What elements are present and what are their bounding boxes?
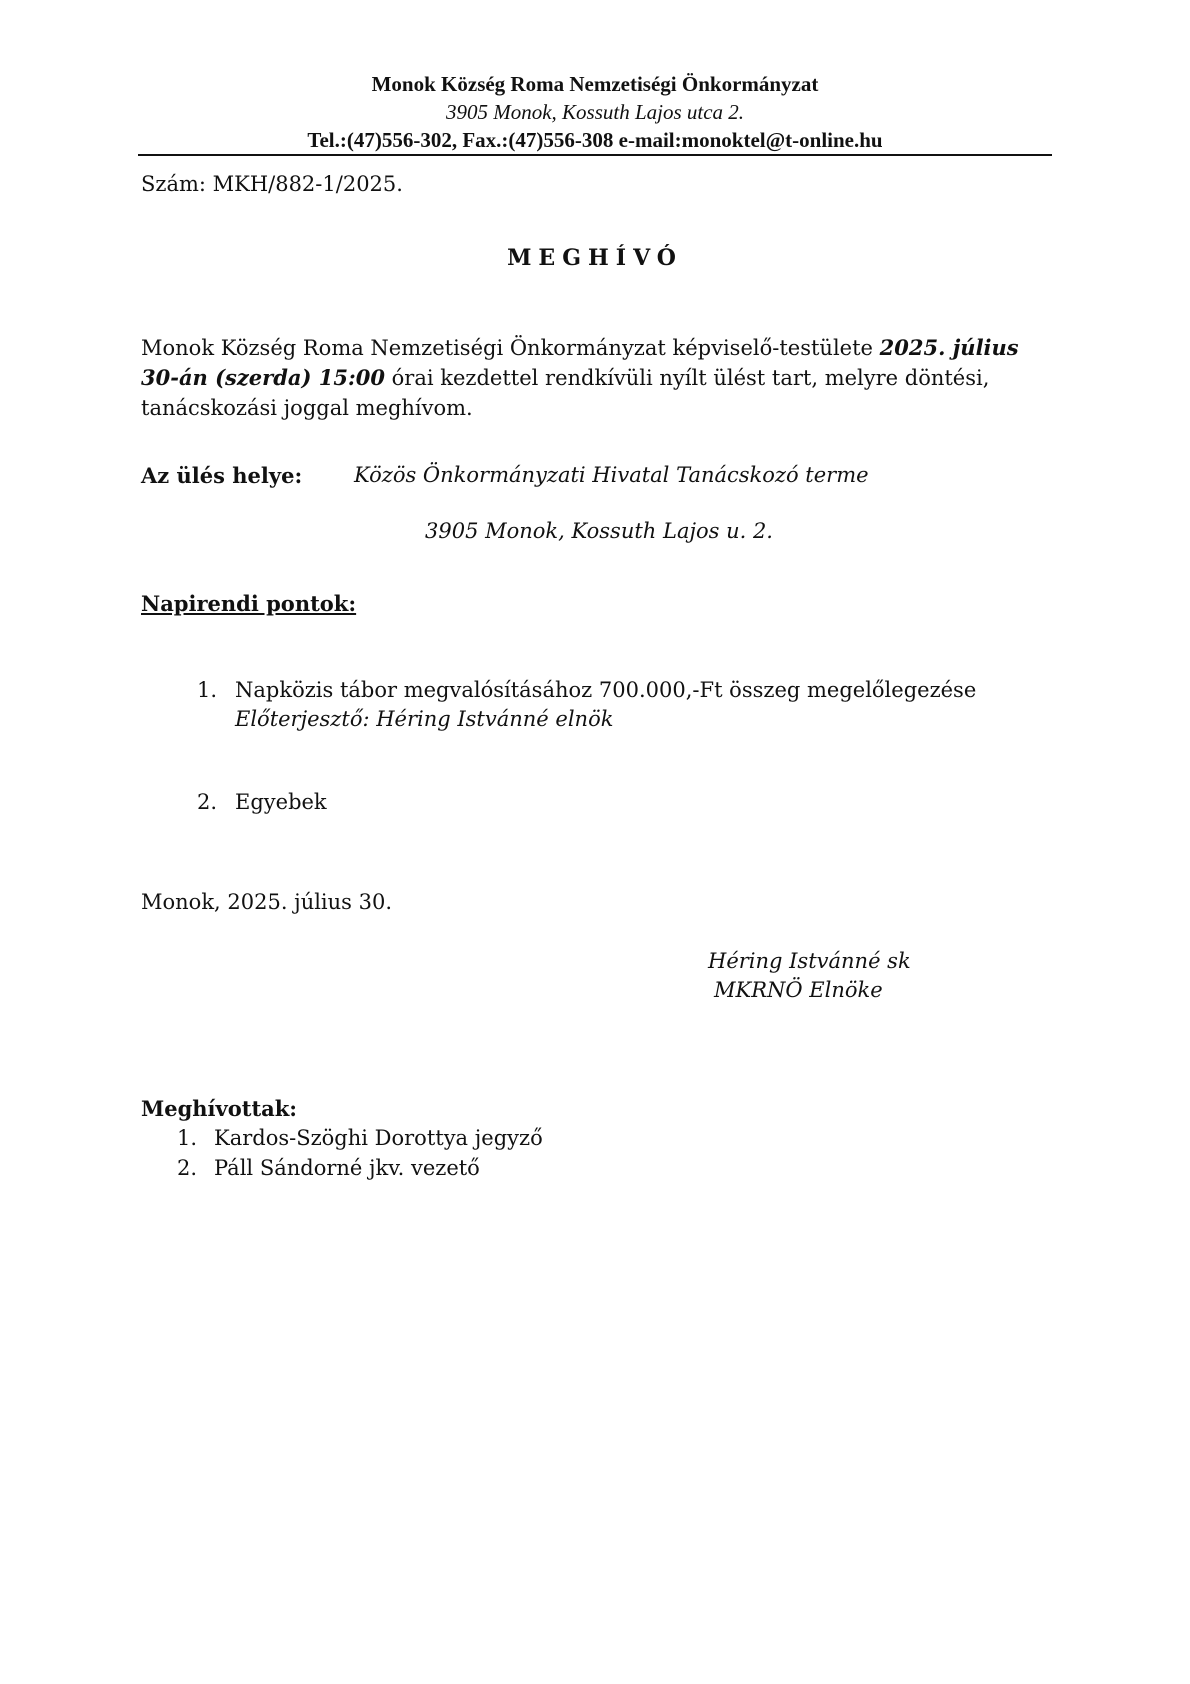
agenda-item-text: Egyebek (235, 790, 327, 814)
agenda-item-number: 1. (197, 678, 218, 702)
invitee-name: Kardos-Szöghi Dorottya jegyző (214, 1126, 543, 1150)
meeting-place-address: 3905 Monok, Kossuth Lajos u. 2. (425, 519, 773, 543)
meeting-place-label: Az ülés helye: (141, 463, 303, 488)
signature-name: Héring Istvánné sk (708, 949, 911, 973)
letterhead-org-name: Monok Község Roma Nemzetiségi Önkormányzat (371, 72, 819, 96)
invitee-number: 1. (177, 1126, 198, 1150)
intro-text-start: Monok Község Roma Nemzetiségi Önkormányzat képviselő-testülete (141, 336, 880, 360)
agenda-item-text: Napközis tábor megvalósításához 700.000,-Ft összeg megelőlegezése (235, 678, 977, 702)
invitee-number: 2. (177, 1156, 198, 1180)
agenda-item-presenter: Előterjesztő: Héring Istvánné elnök (235, 707, 614, 731)
letterhead-contact: Tel.:(47)556-302, Fax.:(47)556-308 e-mail:monoktel@t-online.hu (307, 128, 883, 152)
invitee-name: Páll Sándorné jkv. vezető (214, 1156, 480, 1180)
invitees-title: Meghívottak: (141, 1096, 298, 1121)
agenda-title: Napirendi pontok: (141, 591, 357, 616)
letterhead-address: 3905 Monok, Kossuth Lajos utca 2. (445, 100, 745, 124)
intro-text-end: órai kezdettel rendkívüli nyílt ülést tart, melyre döntési, tanácskozási joggal meghívom. (141, 366, 990, 420)
date-place: Monok, 2025. július 30. (141, 890, 393, 914)
signature-title: MKRNÖ Elnöke (714, 978, 883, 1002)
meeting-datetime: 2025. július 30-án (szerda) 15:00 (141, 335, 1019, 390)
reference-number: Szám: MKH/882-1/2025. (141, 172, 403, 196)
agenda-item-number: 2. (197, 790, 218, 814)
meeting-place-value: Közös Önkormányzati Hivatal Tanácskozó terme (354, 463, 869, 487)
document-title: MEGHÍVÓ (507, 245, 683, 271)
intro-paragraph (141, 333, 1052, 423)
letterhead-divider (138, 154, 1052, 156)
